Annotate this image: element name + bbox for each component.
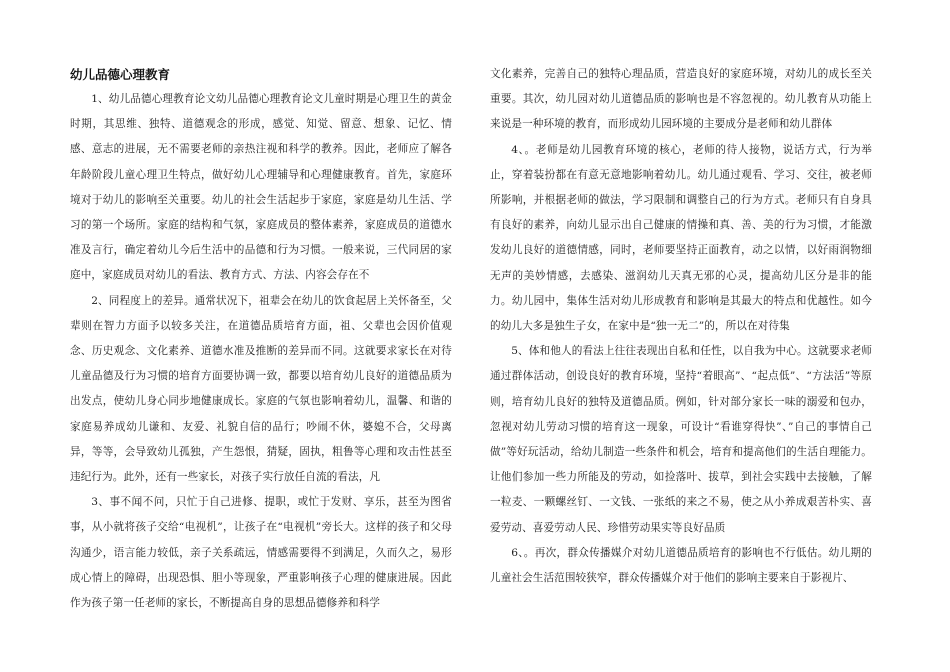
paragraph-5: 5、体和他人的看法上往往表现出自私和任性，以自我为中心。这就要求老师通过群体活动，创设良好的教育环境，坚持“着眼高”、“起点低”、“方法活”等原则，培育幼儿良好的独特及道德品质。例如，针对部分家长一味的溺爱和包办，忽视对幼儿劳动习惯的培育这一现象，可设计“看谁穿得快”、”自己的事情自己做”等好玩活动，给幼儿制造一些条件和机会，培育和提高他们的生活自理能力。让他们参加一些力所能及的劳动，如捡落叶、拔草，到社会实践中去接触，了解一粒麦、一颗螺丝钉、一文钱、一张纸的来之不易，使之从小养成艰苦朴实、喜爱劳动、喜爱劳动人民、珍惜劳动果实等良好品质 — [490, 345, 872, 534]
paragraph-1: 1、幼儿品德心理教育论文幼儿品德心理教育论文儿童时期是心理卫生的黄金时期，其思维、独特、道德观念的形成，感觉、知觉、留意、想象、记忆、情感、意志的进展，无不需要老师的亲热注视和科学的教养。因此，老师应了解各年龄阶段儿童心理卫生特点，做好幼儿心理辅导和心理健康教育。首先，家庭环境对于幼儿的影响至关重要。幼儿的社会生活起步于家庭，家庭是幼儿生活、学习的第一个场所。家庭的结构和气氛，家庭成员的整体素养，家庭成员的道德水准及言行，确定着幼儿今后生活中的品德和行为习惯。一般来说，三代同居的家庭中，家庭成员对幼儿的看法、教育方式、方法、内容会存在不 — [70, 93, 452, 282]
left-column — [70, 62, 452, 616]
paragraph-3: 3、事不闻不问，只忙于自己进修、提职，或忙于发财、享乐，甚至为图省事，从小就将孩子交给“电视机”，让孩子在“电视机”旁长大。这样的孩子和父母沟通少，语言能力较低，亲子关系疏远，情感需要得不到满足，久而久之，易形成心情上的障碍，出现恐惧、胆小等现象，严重影响孩子心理的健康进展。因此作为孩子第一任老师的家长，不断提高自身的思想品德修养和科学 — [70, 496, 452, 610]
right-column — [490, 62, 872, 591]
paragraph-continuation: 文化素养，完善自己的独特心理品质，营造良好的家庭环境，对幼儿的成长至关重要。其次，幼儿园对幼儿道德品质的影响也是不容忽视的。幼儿教育从功能上来说是一种环境的教育，而形成幼儿园环境的主要成分是老师和幼儿群体 — [490, 68, 872, 131]
document-title: 幼儿品德心理教育 — [70, 67, 171, 82]
paragraph-6: 6、。再次，群众传播媒介对幼儿道德品质培育的影响也不行低估。幼儿期的儿童社会生活范围较狭窄，群众传播媒介对于他们的影响主要来自于影视片、 — [490, 546, 872, 585]
paragraph-2: 2、同程度上的差异。通常状况下，祖辈会在幼儿的饮食起居上关怀备至，父辈则在智力方面予以较多关注，在道德品质培育方面，祖、父辈也会因价值观念、历史观念、文化素养、道德水准及推断的差异而不同。这就要求家长在对待儿童品德及行为习惯的培育方面要协调一致，都要以培育幼儿良好的道德品质为出发点，使幼儿身心同步地健康成长。家庭的气氛也影响着幼儿，温馨、和谐的家庭易养成幼儿谦和、友爱、礼貌自信的品行；吵闹不休，婆媳不合，父母离异，等等，会导致幼儿孤独，产生怨恨，猜疑，固执，粗鲁等心理和攻击性甚至违纪行为。此外，还有一些家长，对孩子实行放任自流的看法，凡 — [70, 294, 452, 484]
paragraph-4: 4、。老师是幼儿园教育环境的核心，老师的待人接物，说话方式，行为举止，穿着装扮都在有意无意地影响着幼儿。幼儿通过观看、学习、交往，被老师所影响，并根据老师的做法，学习限制和调整自己的行为方式。老师只有自身具有良好的素养，向幼儿显示出自己健康的情操和真、善、美的行为习惯，才能激发幼儿良好的道德情感，同时，老师要坚持正面教育，动之以情，以好雨润物细无声的美妙情感，去感染、滋润幼儿天真无邪的心灵，提高幼儿区分是非的能力。幼儿园中，集体生活对幼儿形成教育和影响是其最大的特点和优越性。如今的幼儿大多是独生子女，在家中是“独一无二”的，所以在对待集 — [490, 143, 872, 333]
